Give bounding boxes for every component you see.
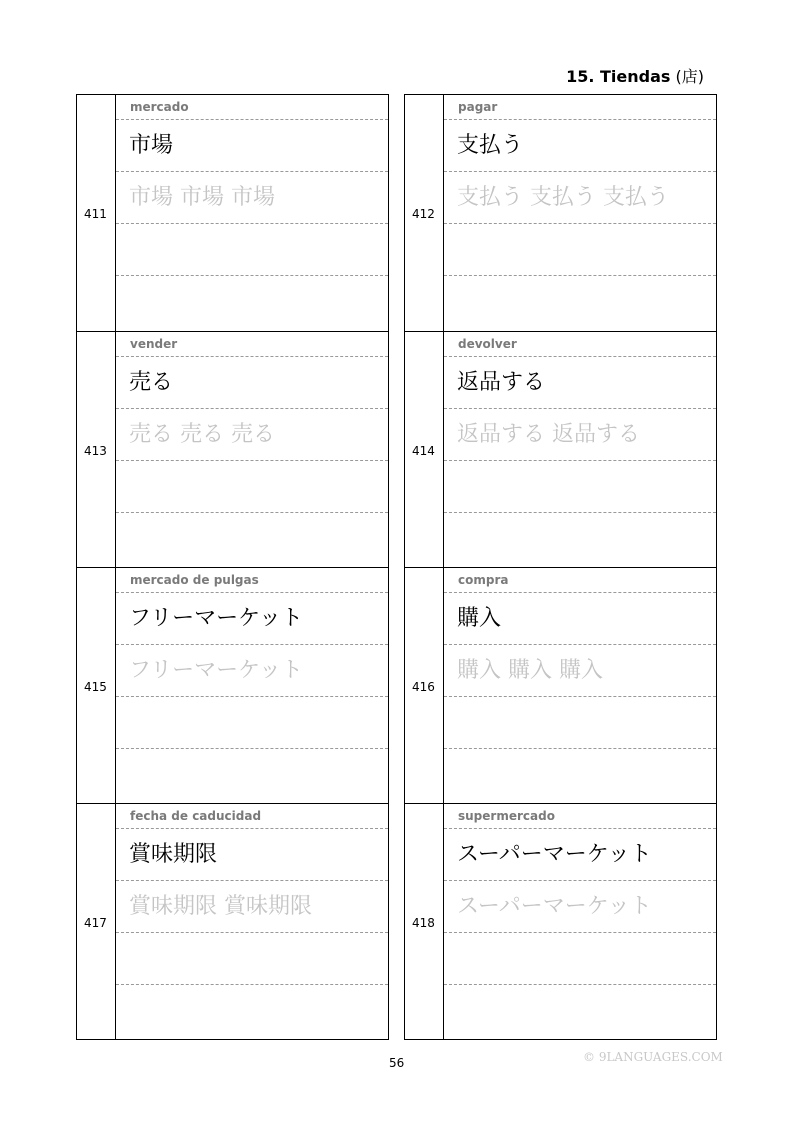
practice-rows [116, 568, 388, 803]
blank-practice-row [116, 461, 388, 513]
practice-rows [444, 568, 716, 803]
entry-number-cell [77, 568, 116, 803]
practice-rows [444, 332, 716, 567]
blank-practice-row [116, 224, 388, 276]
trace-row: 返品する 返品する [444, 409, 716, 461]
blank-practice-row [116, 697, 388, 749]
spanish-meaning: compra [444, 568, 716, 593]
practice-rows [116, 95, 388, 331]
trace-row: 賞味期限 賞味期限 [116, 881, 388, 933]
spanish-meaning: mercado de pulgas [116, 568, 388, 593]
blank-practice-row [444, 461, 716, 513]
entry-number: 413 [84, 444, 107, 458]
vocab-card [76, 803, 389, 1039]
japanese-word: フリーマーケット [116, 593, 388, 645]
page-title [566, 64, 704, 87]
japanese-word: 支払う [444, 120, 716, 172]
blank-practice-row [444, 933, 716, 985]
entry-number-cell [405, 332, 444, 567]
entry-number: 417 [84, 916, 107, 930]
japanese-word: 購入 [444, 593, 716, 645]
page-title-kanji: (店) [675, 67, 704, 86]
blank-practice-row [116, 513, 388, 567]
trace-row: 支払う 支払う 支払う [444, 172, 716, 224]
vocab-card [76, 567, 389, 803]
left-column [76, 94, 389, 1040]
practice-rows [444, 95, 716, 331]
blank-practice-row [116, 933, 388, 985]
entry-number: 416 [412, 680, 435, 694]
japanese-word: スーパーマーケット [444, 829, 716, 881]
page-number: 56 [389, 1056, 405, 1070]
entry-number: 412 [412, 207, 435, 221]
trace-row: 売る 売る 売る [116, 409, 388, 461]
vocab-card [404, 803, 717, 1039]
blank-practice-row [116, 985, 388, 1039]
blank-practice-row [444, 276, 716, 331]
blank-practice-row [116, 276, 388, 331]
spanish-meaning: devolver [444, 332, 716, 357]
trace-row: 市場 市場 市場 [116, 172, 388, 224]
japanese-word: 市場 [116, 120, 388, 172]
practice-rows [444, 804, 716, 1039]
blank-practice-row [444, 513, 716, 567]
blank-practice-row [444, 749, 716, 803]
vocab-card [76, 95, 389, 331]
spanish-meaning: pagar [444, 95, 716, 120]
entry-number-cell [405, 568, 444, 803]
right-column [404, 94, 717, 1040]
entry-number-cell [77, 95, 116, 331]
entry-number: 411 [84, 207, 107, 221]
blank-practice-row [444, 224, 716, 276]
trace-row: 購入 購入 購入 [444, 645, 716, 697]
vocab-card [404, 567, 717, 803]
trace-row: フリーマーケット [116, 645, 388, 697]
trace-row: スーパーマーケット [444, 881, 716, 933]
entry-number: 418 [412, 916, 435, 930]
spanish-meaning: fecha de caducidad [116, 804, 388, 829]
spanish-meaning: vender [116, 332, 388, 357]
entry-number-cell [405, 95, 444, 331]
blank-practice-row [116, 749, 388, 803]
blank-practice-row [444, 697, 716, 749]
entry-number-cell [77, 804, 116, 1039]
spanish-meaning: mercado [116, 95, 388, 120]
entry-number: 414 [412, 444, 435, 458]
page-title-text: 15. Tiendas [566, 67, 671, 86]
vocab-card [76, 331, 389, 567]
entry-number-cell [77, 332, 116, 567]
entry-number-cell [405, 804, 444, 1039]
japanese-word: 賞味期限 [116, 829, 388, 881]
japanese-word: 売る [116, 357, 388, 409]
spanish-meaning: supermercado [444, 804, 716, 829]
japanese-word: 返品する [444, 357, 716, 409]
vocab-card [404, 95, 717, 331]
blank-practice-row [444, 985, 716, 1039]
copyright-notice: © 9LANGUAGES.COM [583, 1050, 723, 1064]
vocab-card [404, 331, 717, 567]
practice-rows [116, 804, 388, 1039]
entry-number: 415 [84, 680, 107, 694]
practice-rows [116, 332, 388, 567]
